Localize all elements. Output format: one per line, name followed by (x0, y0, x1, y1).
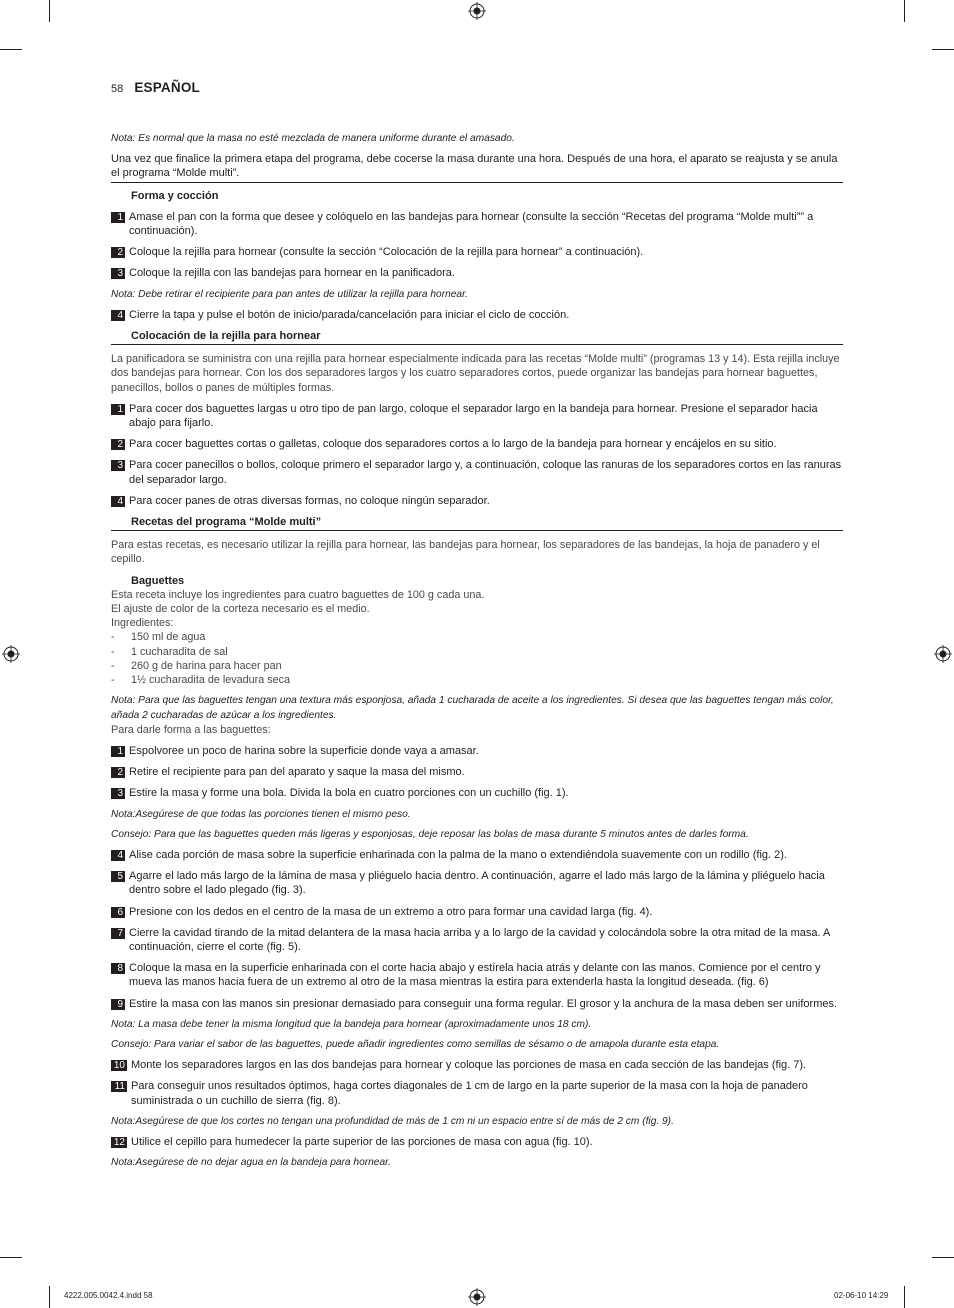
step-text: Espolvoree un poco de harina sobre la superficie donde vaya a amasar. (129, 744, 479, 757)
step-text: Para cocer panecillos o bollos, coloque primero el separador largo y, a continuación, coloque las ranuras de los separadores cortos en las ranuras del separador largo. (129, 459, 842, 486)
recipe-title: Baguettes (131, 574, 185, 587)
page-header (111, 80, 200, 95)
step-text: Amase el pan con la forma que desee y colóquelo en las bandejas para hornear (consulte la sección “Recetas del programa “Molde multi”” a continuación). (129, 210, 814, 238)
step (111, 402, 843, 430)
crop-mark-top-left-h (0, 49, 22, 50)
step-text: Estire la masa y forme una bola. Divida la bola en cuatro porciones con un cuchillo (fig. 1). (129, 787, 569, 800)
note: Nota: La masa debe tener la misma longitud que la bandeja para hornear (aproximadamente unos 18 cm). (111, 1018, 592, 1030)
ingredient-item: - 1½ cucharadita de levadura seca (111, 674, 291, 687)
section-intro: Para estas recetas, es necesario utilizar la rejilla para hornear, las bandejas para hornear, los separadores de las bandejas, la hoja de panadero y el cepillo. (111, 539, 820, 566)
registration-mark-icon (2, 645, 20, 663)
step (111, 494, 843, 508)
page-language: ESPAÑOL (134, 80, 200, 95)
step-number: 10 (111, 1060, 127, 1071)
page-number: 58 (111, 83, 124, 95)
step-number: 2 (111, 439, 125, 450)
step (111, 1058, 843, 1072)
step-number: 4 (111, 310, 125, 321)
step-number: 7 (111, 928, 125, 939)
recipe-line: El ajuste de color de la corteza necesario es el medio. (111, 603, 370, 616)
step-text: Estire la masa con las manos sin presionar demasiado para conseguir una forma regular. El grosor y la anchura de la masa deben ser uniformes. (129, 997, 838, 1010)
ingredient-text: 150 ml de agua (131, 631, 206, 644)
step (111, 744, 843, 758)
step-text: Retire el recipiente para pan del aparato y saque la masa del mismo. (129, 766, 465, 779)
step-text: Coloque la rejilla con las bandejas para hornear en la panificadora. (129, 267, 455, 280)
step (111, 1135, 843, 1149)
step-number: 12 (111, 1137, 127, 1148)
crop-mark-top-left-v (49, 0, 50, 22)
step-text: Presione con los dedos en el centro de la masa de un extremo a otro para formar una cavidad larga (fig. 4). (129, 905, 653, 918)
step-text: Para cocer dos baguettes largas u otro tipo de pan largo, coloque el separador largo en la bandeja para hornear. Presione el separador hacia abajo para fijarlo. (129, 402, 818, 430)
crop-mark-bottom-right-h (932, 1257, 954, 1258)
intro-paragraph: Una vez que finalice la primera etapa del programa, debe cocerse la masa durante una hora. Después de una hora, el aparato se reajusta y se anula el programa “Molde multi”. (111, 152, 843, 182)
step-number: 3 (111, 788, 125, 799)
step (111, 961, 843, 989)
step-text: Para cocer baguettes cortas o galletas, coloque dos separadores cortos a lo largo de la bandeja para hornear y encájelos en su sitio. (129, 438, 777, 451)
step (111, 308, 843, 322)
footer-date: 02-06-10 14:29 (834, 1291, 889, 1300)
crop-mark-top-right-v (904, 0, 905, 22)
step (111, 997, 843, 1011)
main-content (111, 132, 843, 1176)
note: Nota:Asegúrese de que todas las porciones tienen el mismo peso. (111, 808, 411, 820)
step-number: 5 (111, 871, 125, 882)
step-text: Para conseguir unos resultados óptimos, haga cortes diagonales de 1 cm de largo en la parte superior de la masa con la hoja de panadero suministrada o un cuchillo de sierra (fig. 8). (131, 1080, 808, 1107)
step-number: 1 (111, 404, 125, 415)
step-number: 1 (111, 746, 125, 757)
step (111, 1079, 843, 1107)
registration-mark-icon (468, 2, 486, 20)
step-text: Cierre la cavidad tirando de la mitad delantera de la masa hacia arriba y a lo largo de la cavidad y colocándola sobre la otra mitad de la masa. A continuación, cierre el corte (fig. 5). (129, 926, 830, 953)
step (111, 437, 843, 451)
step (111, 266, 843, 280)
note: Nota: Es normal que la masa no esté mezclada de manera uniforme durante el amasado. (111, 133, 515, 144)
step-number: 2 (111, 247, 125, 258)
note: Nota: Debe retirar el recipiente para pan antes de utilizar la rejilla para hornear. (111, 288, 468, 300)
step (111, 848, 843, 862)
step (111, 905, 843, 919)
step-number: 8 (111, 963, 125, 974)
crop-mark-bottom-right-v (904, 1286, 905, 1308)
step-number: 4 (111, 850, 125, 861)
step-text: Coloque la rejilla para hornear (consulte la sección “Colocación de la rejilla para hornear” a continuación). (129, 246, 644, 259)
step (111, 765, 843, 779)
step-number: 9 (111, 999, 125, 1010)
note: Nota:Asegúrese de no dejar agua en la bandeja para hornear. (111, 1157, 391, 1169)
ingredient-item: - 1 cucharadita de sal (111, 645, 228, 658)
step (111, 926, 843, 954)
section-title: Recetas del programa “Molde multi” (111, 515, 843, 531)
tip: Consejo: Para que las baguettes queden más ligeras y esponjosas, deje reposar las bolas de masa durante 5 minutos antes de darles forma. (111, 828, 749, 840)
ingredient-text: 1 cucharadita de sal (131, 645, 228, 658)
step-text: Alise cada porción de masa sobre la superficie enharinada con la palma de la mano o extendiéndola suavemente con un rodillo (fig. 2). (129, 848, 787, 861)
note: Nota:Asegúrese de que los cortes no tengan una profundidad de más de 1 cm ni un espacio entre sí de más de 2 cm (fig. 9). (111, 1115, 674, 1127)
step-text: Agarre el lado más largo de la lámina de masa y pliéguelo hacia dentro. A continuación, agarre el lado más largo de la lámina y pliéguelo hacia dentro sobre el lado plegado (fig. 3). (129, 870, 825, 897)
section-intro: La panificadora se suministra con una rejilla para hornear especialmente indicada para las recetas “Molde multi” (programas 13 y 14). Esta rejilla incluye dos bandejas para hornear. Con los dos separadores largos y los cuatro separadores cortos, puede organizar las bandejas para hornear baguettes, panecillos, bollos o panes de múltiples formas. (111, 353, 840, 394)
note: Nota: Para que las baguettes tengan una textura más esponjosa, añada 1 cucharada de aceite a los ingredientes. Si desea que las baguettes tengan más color, añada 2 cucharadas de azúcar a los ingredientes. (111, 695, 834, 721)
step-text: Coloque la masa en la superficie enharinada con el corte hacia abajo y estírela hacia atrás y delante con las manos. Comience por el centro y mueva las manos hacia fuera de un extremo al otro de la masa mientras la estira para extenderla hasta la longitud deseada. (fig. 6) (129, 962, 821, 989)
step (111, 869, 843, 897)
ingredient-text: 260 g de harina para hacer pan (131, 659, 282, 672)
step-number: 3 (111, 268, 125, 279)
ingredient-item: - 260 g de harina para hacer pan (111, 659, 282, 672)
step-number: 3 (111, 460, 125, 471)
ingredient-item: - 150 ml de agua (111, 631, 206, 644)
recipe-line: Esta receta incluye los ingredientes para cuatro baguettes de 100 g cada una. (111, 588, 485, 601)
step-number: 2 (111, 767, 125, 778)
step-text: Utilice el cepillo para humedecer la parte superior de las porciones de masa con agua (fig. 10). (131, 1135, 593, 1148)
footer-file: 4222.005.0042.4.indd 58 (64, 1291, 153, 1300)
step (111, 245, 843, 259)
step (111, 786, 843, 800)
section-title: Colocación de la rejilla para hornear (111, 329, 843, 345)
step (111, 458, 843, 486)
tip: Consejo: Para variar el sabor de las baguettes, puede añadir ingredientes como semillas de sésamo o de amapola durante esta etapa. (111, 1038, 720, 1050)
step-text: Monte los separadores largos en las dos bandejas para hornear y coloque las porciones de masa en cada sección de las bandejas (fig. 7). (131, 1059, 807, 1072)
step-text: Cierre la tapa y pulse el botón de inicio/parada/cancelación para iniciar el ciclo de cocción. (129, 308, 570, 321)
section-title: Forma y cocción (131, 189, 219, 202)
recipe-line: Ingredientes: (111, 617, 174, 630)
crop-mark-bottom-left-v (49, 1286, 50, 1308)
step (111, 210, 843, 238)
step-number: 6 (111, 907, 125, 918)
step-number: 4 (111, 496, 125, 507)
registration-mark-icon (468, 1288, 486, 1306)
step-number: 11 (111, 1081, 127, 1092)
ingredient-text: 1½ cucharadita de levadura seca (131, 674, 291, 687)
crop-mark-top-right-h (932, 49, 954, 50)
crop-mark-bottom-left-h (0, 1257, 22, 1258)
step-number: 1 (111, 212, 125, 223)
shape-intro: Para darle forma a las baguettes: (111, 723, 271, 736)
registration-mark-icon (934, 645, 952, 663)
step-text: Para cocer panes de otras diversas formas, no coloque ningún separador. (129, 494, 490, 507)
